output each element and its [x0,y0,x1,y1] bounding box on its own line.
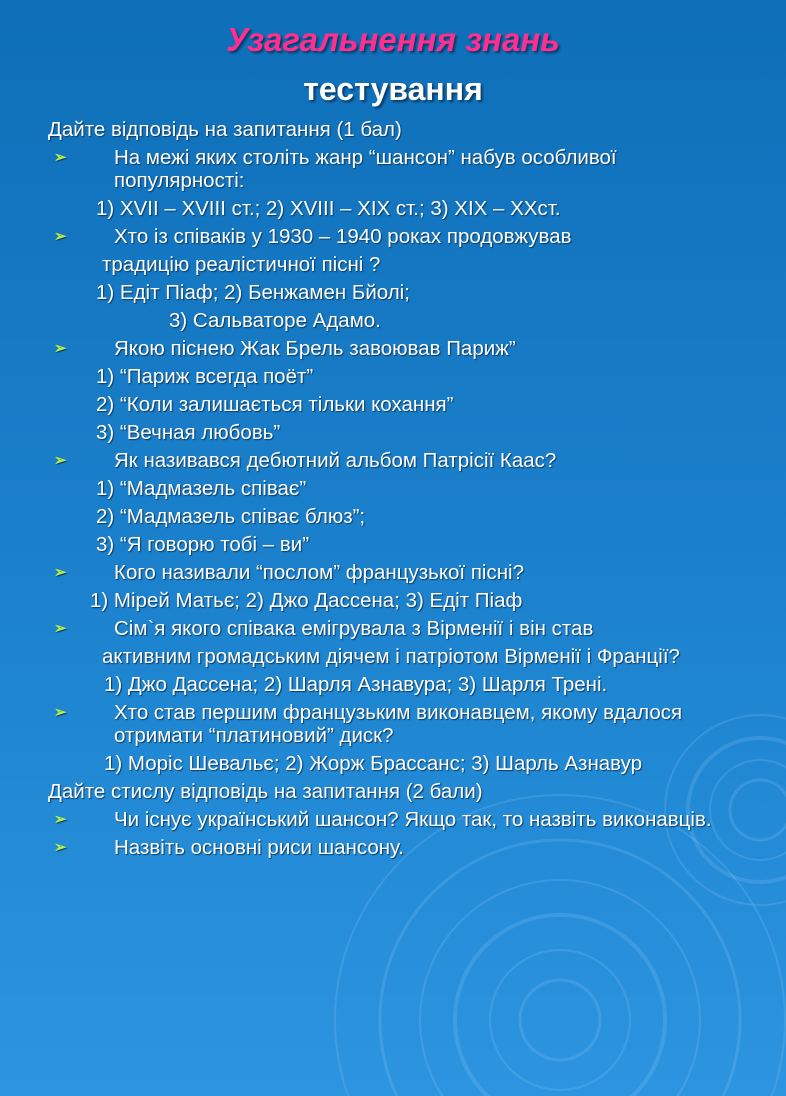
section-heading-two-points: Дайте стислу відповідь на запитання (2 бали) [48,780,483,803]
section-heading-one-point: Дайте відповідь на запитання (1 бал) [48,118,402,141]
question-text-continued: традицію реалістичної пісні ? [102,253,381,276]
answer-options: 1) Джо Дассена; 2) Шарля Азнавура; 3) Шарля Трені. [104,673,608,696]
arrow-bullet-icon: ➢ [54,228,67,245]
question-7 [48,701,748,747]
question-text: Якою піснею Жак Брель завоював Париж” [114,337,516,360]
page-subtitle: тестування [303,71,483,107]
answer-option: 3) “Вечная любовь” [96,421,281,444]
arrow-bullet-icon: ➢ [54,704,67,721]
arrow-bullet-icon: ➢ [54,811,67,828]
question-text: Хто став першим французьким виконавцем, якому вдалося отримати “платиновий” диск? [114,701,683,747]
answer-options: 1) XVII – XVIII ст.; 2) XVIII – XIX ст.; 3) XIX – XXст. [96,197,561,220]
question-text: На межі яких століть жанр “шансон” набув особливої популярності: [114,146,617,192]
answer-option: 2) “Коли залишається тільки кохання” [96,393,454,416]
arrow-bullet-icon: ➢ [54,452,67,469]
question-2 [48,225,748,248]
arrow-bullet-icon: ➢ [54,839,67,856]
question-text: Сім`я якого співака емігрувала з Вірменії і він став [114,617,594,640]
arrow-bullet-icon: ➢ [54,564,67,581]
answer-option: 1) “Мадмазель співає” [96,477,307,500]
question-4 [48,449,748,472]
page-title: Узагальнення знань [226,21,560,58]
question-3 [48,337,748,360]
quiz-content [48,118,748,864]
question-8 [48,808,748,831]
arrow-bullet-icon: ➢ [54,149,67,166]
answer-option: 2) “Мадмазель співає блюз”; [96,505,366,528]
arrow-bullet-icon: ➢ [54,340,67,357]
arrow-bullet-icon: ➢ [54,620,67,637]
question-1 [48,146,748,192]
question-text: Кого називали “послом” французької пісні? [114,561,524,584]
question-5 [48,561,748,584]
answer-options: 1) Мірей Матьє; 2) Джо Дассена; 3) Едіт Піаф [90,589,523,612]
question-text-continued: активним громадським діячем і патріотом Вірменії і Франції? [102,645,680,668]
answer-options: 3) Сальваторе Адамо. [169,309,381,332]
answer-options: 1) Едіт Піаф; 2) Бенжамен Бйолі; [96,281,410,304]
answer-options: 1) Моріс Шевальє; 2) Жорж Брассанс; 3) Шарль Азнавур [104,752,643,775]
question-6 [48,617,748,640]
answer-option: 1) “Париж всегда поёт” [96,365,314,388]
question-text: Хто із співаків у 1930 – 1940 роках продовжував [114,225,572,248]
question-text: Назвіть основні риси шансону. [114,836,404,859]
question-text: Як називався дебютний альбом Патрісії Каас? [114,449,557,472]
question-9 [48,836,748,859]
question-text: Чи існує український шансон? Якщо так, то назвіть виконавців. [114,808,712,831]
answer-option: 3) “Я говорю тобі – ви” [96,533,310,556]
